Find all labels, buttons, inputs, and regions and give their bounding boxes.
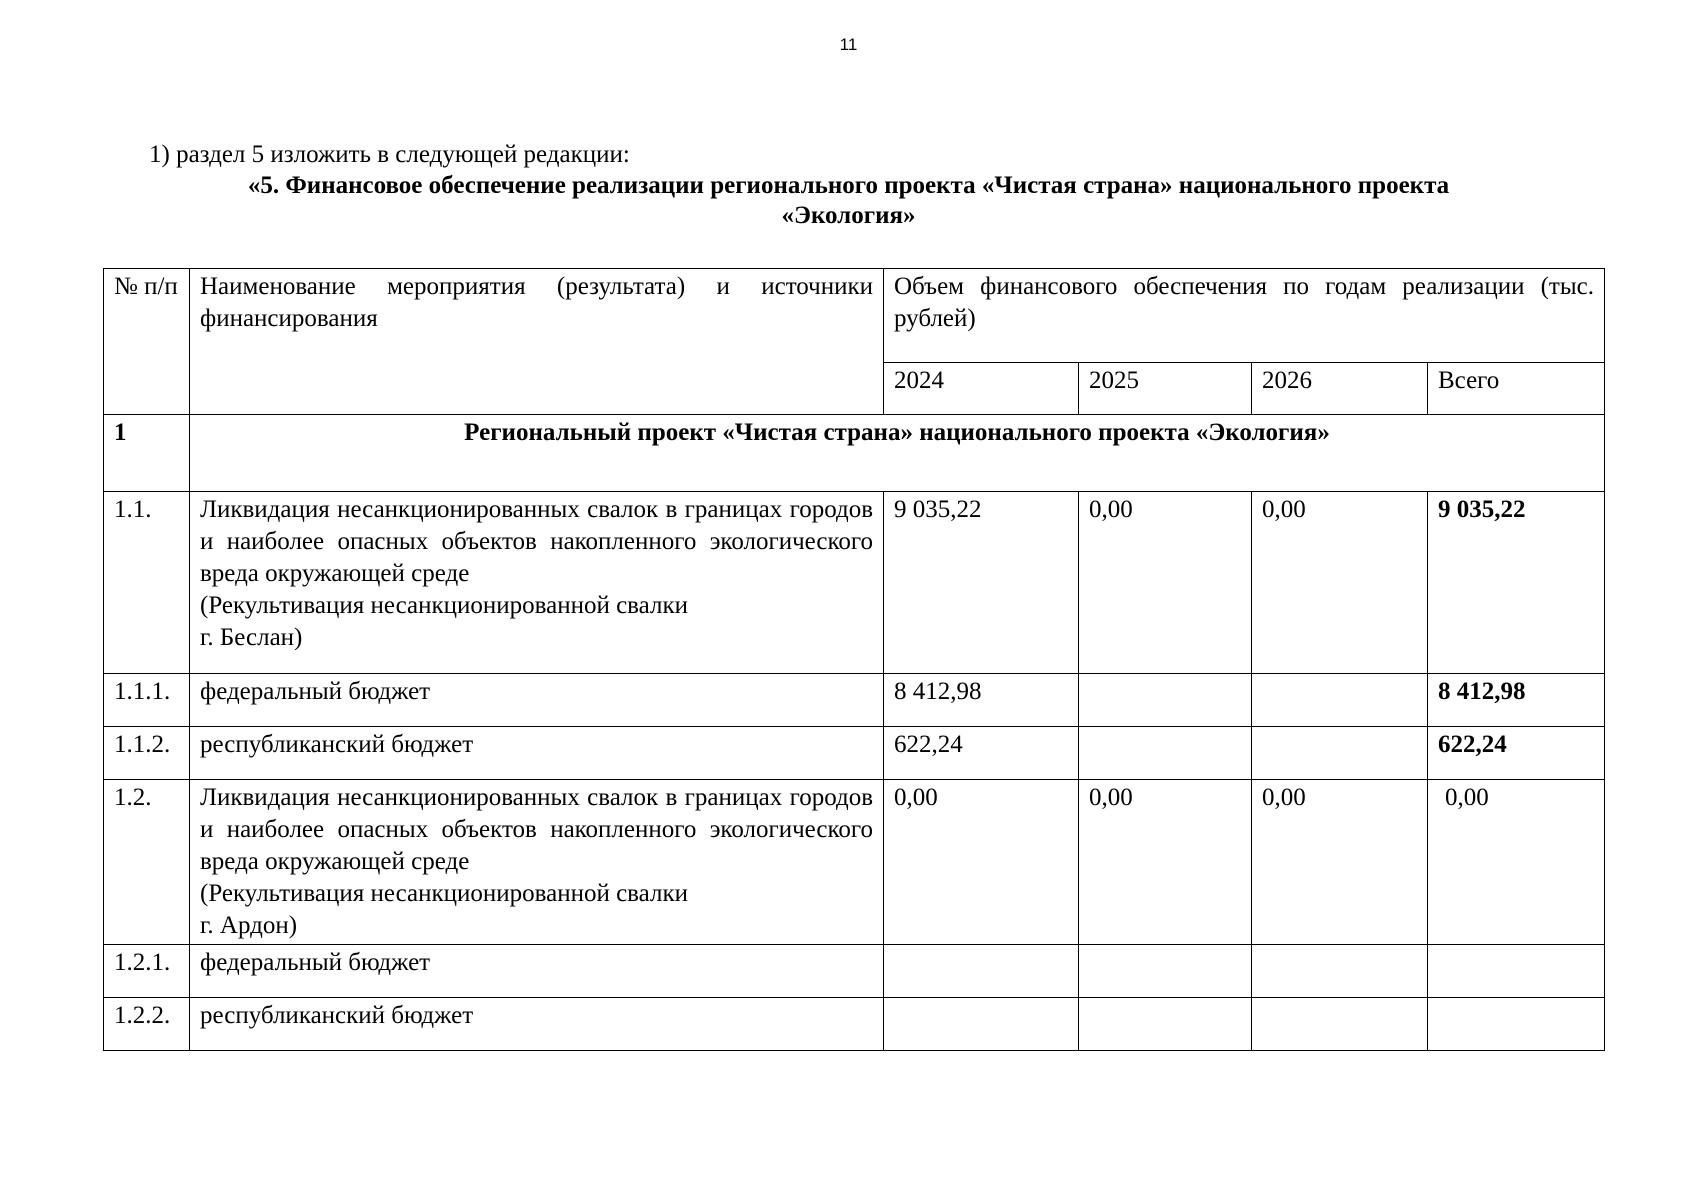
row-name: федеральный бюджет [190,674,884,727]
table-row [104,945,1605,998]
row-num: 1.1.1. [104,674,190,727]
intro-paragraph: 1) раздел 5 изложить в следующей редакции: [149,141,630,168]
row-value-total: 0,00 [1428,780,1605,945]
table-row [104,674,1605,727]
table-row [104,727,1605,780]
section-heading [0,171,1697,231]
row-value-2025: 0,00 [1079,492,1252,674]
header-year-2024: 2024 [884,363,1079,415]
row-name [190,780,884,945]
row-num: 1.1.2. [104,727,190,780]
row-name-line-2: (Рекультивация несанкционированной свалки [200,880,688,907]
section-row [104,415,1605,492]
table-header-row [104,269,1605,363]
row-name [190,492,884,674]
header-name: Наименование мероприятия (результата) и источники финансирования [190,269,884,415]
row-value-2025 [1079,674,1252,727]
table-row [104,780,1605,945]
header-year-2026: 2026 [1252,363,1428,415]
row-value-2026 [1252,945,1428,998]
financing-table [103,268,1605,1051]
row-value-total: 8 412,98 [1428,674,1605,727]
row-name: федеральный бюджет [190,945,884,998]
row-name-main: Ликвидация несанкционированных свалок в границах городов и наиболее опасных объектов накопленного экологического вреда окружающей среде [200,496,873,587]
row-num: 1.2. [104,780,190,945]
section-title: Региональный проект «Чистая страна» национального проекта «Экология» [190,415,1605,492]
row-value-total [1428,945,1605,998]
row-num: 1.1. [104,492,190,674]
row-value-total [1428,998,1605,1051]
table-row [104,492,1605,674]
header-num: № п/п [104,269,190,415]
row-num: 1.2.2. [104,998,190,1051]
row-value-2024 [884,945,1079,998]
row-num: 1.2.1. [104,945,190,998]
row-value-total: 622,24 [1428,727,1605,780]
row-value-2025 [1079,945,1252,998]
row-value-2026 [1252,674,1428,727]
row-value-2025 [1079,727,1252,780]
row-value-2024: 9 035,22 [884,492,1079,674]
header-total: Всего [1428,363,1605,415]
row-name-line-3: г. Беслан) [200,624,303,651]
header-volume: Объем финансового обеспечения по годам реализации (тыс. рублей) [884,269,1605,363]
section-num: 1 [104,415,190,492]
row-value-2026: 0,00 [1252,492,1428,674]
row-value-2024: 0,00 [884,780,1079,945]
row-name: республиканский бюджет [190,727,884,780]
section-heading-line-1: «5. Финансовое обеспечение реализации регионального проекта «Чистая страна» национального проекта [247,172,1450,199]
row-name-line-3: г. Ардон) [200,912,298,939]
row-value-2025 [1079,998,1252,1051]
row-name-line-2: (Рекультивация несанкционированной свалки [200,592,688,619]
row-value-2026 [1252,727,1428,780]
row-name: республиканский бюджет [190,998,884,1051]
row-value-2024: 8 412,98 [884,674,1079,727]
section-heading-line-2: «Экология» [781,202,916,229]
row-value-2024 [884,998,1079,1051]
table-row [104,998,1605,1051]
page-number: 11 [839,35,858,54]
row-value-2026: 0,00 [1252,780,1428,945]
row-value-total: 9 035,22 [1428,492,1605,674]
row-value-2024: 622,24 [884,727,1079,780]
row-value-2025: 0,00 [1079,780,1252,945]
row-value-2026 [1252,998,1428,1051]
header-year-2025: 2025 [1079,363,1252,415]
row-name-main: Ликвидация несанкционированных свалок в границах городов и наиболее опасных объектов накопленного экологического вреда окружающей среде [200,784,873,875]
